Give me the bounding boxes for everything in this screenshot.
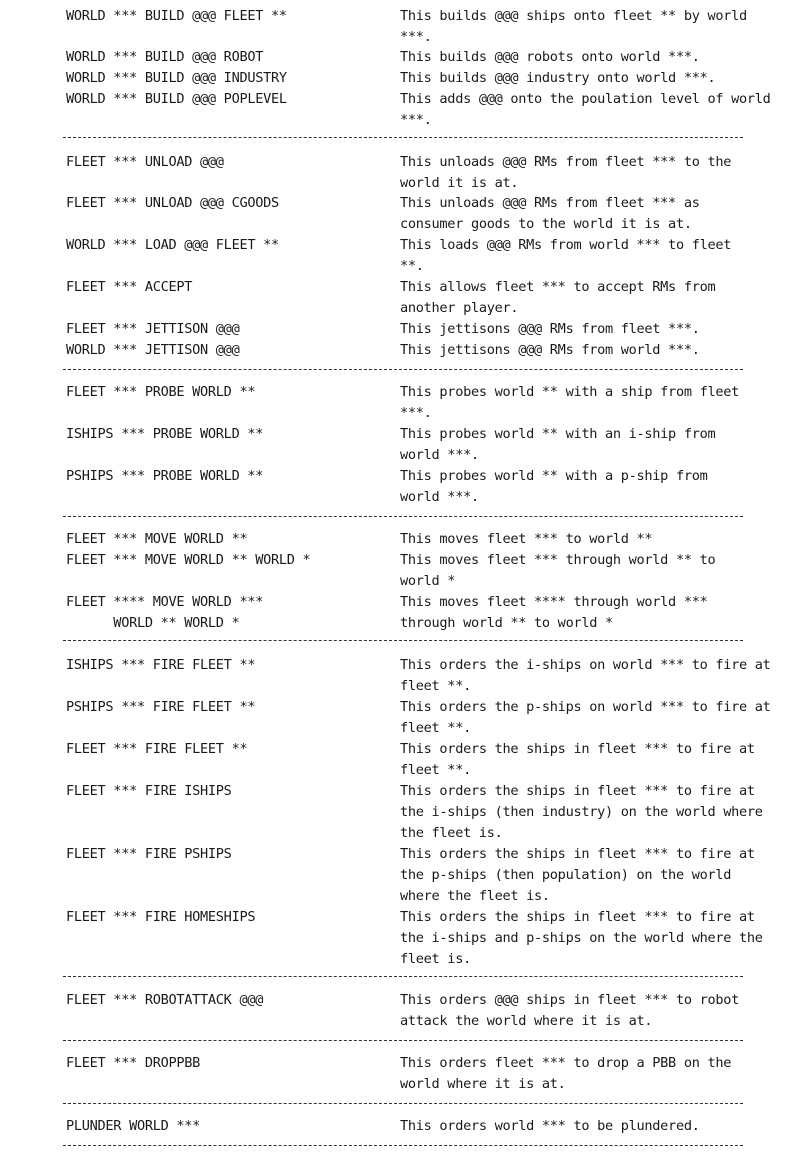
command-description bbox=[400, 697, 771, 739]
command-text: WORLD *** JETTISON @@@ bbox=[66, 342, 240, 358]
command-text: ISHIPS *** PROBE WORLD ** bbox=[66, 426, 264, 442]
command-description bbox=[400, 1116, 750, 1137]
description-line: This orders @@@ ships in fleet *** to robot bbox=[400, 992, 740, 1008]
description-line: This orders the ships in fleet *** to fire at bbox=[400, 741, 755, 757]
description-line: This allows fleet *** to accept RMs from bbox=[400, 279, 716, 295]
description-line: This orders world *** to be plundered. bbox=[400, 1118, 700, 1134]
description-line: world it is at. bbox=[400, 175, 519, 191]
command-description bbox=[400, 319, 750, 340]
command-description bbox=[400, 990, 750, 1032]
description-line: This orders the p-ships on world *** to fire at bbox=[400, 699, 771, 715]
description-line: This moves fleet *** to world ** bbox=[400, 531, 653, 547]
description-line: This jettisons @@@ RMs from fleet ***. bbox=[400, 321, 700, 337]
description-line: fleet is. bbox=[400, 951, 471, 967]
description-line: world * bbox=[400, 573, 456, 589]
description-line: This builds @@@ ships onto fleet ** by world bbox=[400, 8, 747, 24]
command-text: FLEET *** FIRE PSHIPS bbox=[66, 846, 232, 862]
description-line: world where it is at. bbox=[400, 1076, 566, 1092]
description-line: This moves fleet *** through world ** to bbox=[400, 552, 716, 568]
description-line: This loads @@@ RMs from world *** to fleet bbox=[400, 237, 732, 253]
description-line: This orders the ships in fleet *** to fire at bbox=[400, 783, 755, 799]
command-description bbox=[400, 68, 750, 89]
command-description bbox=[400, 1053, 750, 1095]
description-line: This builds @@@ industry onto world ***. bbox=[400, 70, 716, 86]
description-line: another player. bbox=[400, 300, 519, 316]
command-text: FLEET *** ACCEPT bbox=[66, 279, 193, 295]
command-description bbox=[400, 235, 750, 277]
description-line: where the fleet is. bbox=[400, 888, 550, 904]
description-line: This adds @@@ onto the poulation level of world bbox=[400, 91, 771, 107]
command-text: FLEET *** MOVE WORLD ** WORLD * bbox=[66, 552, 311, 568]
command-description bbox=[400, 47, 750, 68]
section-divider bbox=[63, 1040, 743, 1041]
section-divider bbox=[63, 1145, 743, 1146]
command-text: FLEET *** PROBE WORLD ** bbox=[66, 384, 256, 400]
command-text: WORLD *** BUILD @@@ POPLEVEL bbox=[66, 91, 287, 107]
section-divider bbox=[63, 369, 743, 370]
command-text: PSHIPS *** PROBE WORLD ** bbox=[66, 468, 264, 484]
description-line: the i-ships (then industry) on the world where bbox=[400, 804, 763, 820]
command-description bbox=[400, 424, 750, 466]
command-description bbox=[400, 382, 750, 424]
command-text: FLEET *** FIRE HOMESHIPS bbox=[66, 909, 256, 925]
command-text: FLEET *** UNLOAD @@@ bbox=[66, 154, 224, 170]
section-divider bbox=[63, 976, 743, 977]
command-description bbox=[400, 529, 750, 550]
description-line: ***. bbox=[400, 112, 432, 128]
section-divider bbox=[63, 516, 743, 517]
description-line: through world ** to world * bbox=[400, 615, 613, 631]
command-description bbox=[400, 89, 771, 131]
command-description bbox=[400, 340, 750, 361]
description-line: fleet **. bbox=[400, 678, 471, 694]
command-text: FLEET *** UNLOAD @@@ CGOODS bbox=[66, 195, 279, 211]
description-line: This moves fleet **** through world *** bbox=[400, 594, 708, 610]
command-description bbox=[400, 152, 750, 194]
section-divider bbox=[63, 137, 743, 138]
command-description bbox=[400, 781, 763, 844]
description-line: **. bbox=[400, 258, 424, 274]
description-line: This probes world ** with a ship from fleet bbox=[400, 384, 740, 400]
description-line: This orders fleet *** to drop a PBB on the bbox=[400, 1055, 732, 1071]
description-line: ***. bbox=[400, 29, 432, 45]
command-description bbox=[400, 277, 750, 319]
command-text: WORLD *** LOAD @@@ FLEET ** bbox=[66, 237, 279, 253]
command-text: ISHIPS *** FIRE FLEET ** bbox=[66, 657, 256, 673]
command-description bbox=[400, 193, 750, 235]
command-text: FLEET **** MOVE WORLD *** WORLD ** WORLD * bbox=[66, 594, 264, 631]
command-description bbox=[400, 655, 771, 697]
command-text: WORLD *** BUILD @@@ FLEET ** bbox=[66, 8, 287, 24]
description-line: ***. bbox=[400, 405, 432, 421]
description-line: attack the world where it is at. bbox=[400, 1013, 653, 1029]
description-line: This unloads @@@ RMs from fleet *** to the bbox=[400, 154, 732, 170]
description-line: This orders the ships in fleet *** to fire at bbox=[400, 846, 755, 862]
command-text: FLEET *** MOVE WORLD ** bbox=[66, 531, 248, 547]
command-text: FLEET *** ROBOTATTACK @@@ bbox=[66, 992, 264, 1008]
command-text: FLEET *** DROPPBB bbox=[66, 1055, 201, 1071]
command-description bbox=[400, 592, 750, 634]
description-line: the i-ships and p-ships on the world where the bbox=[400, 930, 763, 946]
command-text: FLEET *** FIRE ISHIPS bbox=[66, 783, 232, 799]
command-text: FLEET *** JETTISON @@@ bbox=[66, 321, 240, 337]
command-description bbox=[400, 739, 755, 781]
description-line: the fleet is. bbox=[400, 825, 503, 841]
description-line: This orders the ships in fleet *** to fire at bbox=[400, 909, 755, 925]
command-description bbox=[400, 550, 750, 592]
description-line: This builds @@@ robots onto world ***. bbox=[400, 49, 700, 65]
description-line: consumer goods to the world it is at. bbox=[400, 216, 692, 232]
description-line: This probes world ** with a p-ship from bbox=[400, 468, 708, 484]
command-text: WORLD *** BUILD @@@ ROBOT bbox=[66, 49, 264, 65]
description-line: This unloads @@@ RMs from fleet *** as bbox=[400, 195, 700, 211]
description-line: world ***. bbox=[400, 489, 479, 505]
command-text: PLUNDER WORLD *** bbox=[66, 1118, 201, 1134]
description-line: fleet **. bbox=[400, 762, 471, 778]
command-text: FLEET *** FIRE FLEET ** bbox=[66, 741, 248, 757]
description-line: world ***. bbox=[400, 447, 479, 463]
command-description bbox=[400, 466, 750, 508]
section-divider bbox=[63, 1103, 743, 1104]
description-line: This probes world ** with an i-ship from bbox=[400, 426, 716, 442]
description-line: the p-ships (then population) on the world bbox=[400, 867, 732, 883]
command-description bbox=[400, 844, 755, 907]
command-description bbox=[400, 6, 750, 48]
description-line: fleet **. bbox=[400, 720, 471, 736]
section-divider bbox=[63, 640, 743, 641]
command-description bbox=[400, 907, 763, 970]
description-line: This orders the i-ships on world *** to fire at bbox=[400, 657, 771, 673]
command-text: WORLD *** BUILD @@@ INDUSTRY bbox=[66, 70, 287, 86]
description-line: This jettisons @@@ RMs from world ***. bbox=[400, 342, 700, 358]
command-text: PSHIPS *** FIRE FLEET ** bbox=[66, 699, 256, 715]
